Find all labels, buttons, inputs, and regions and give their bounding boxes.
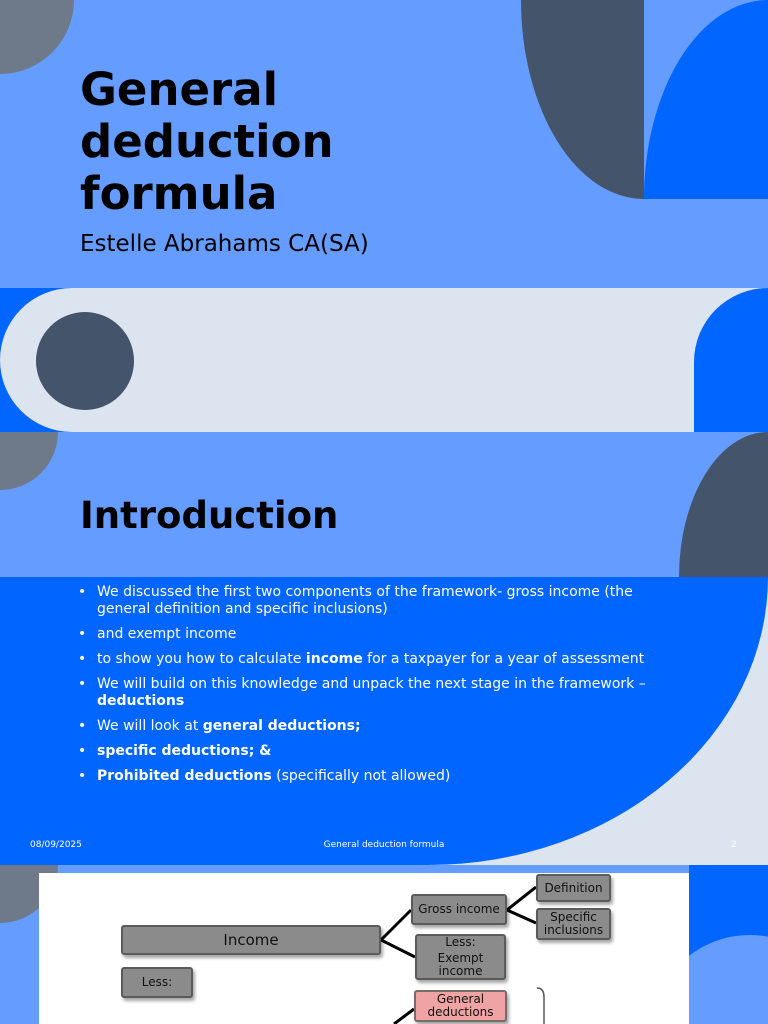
dark-leaf-shape (521, 0, 644, 199)
exempt-income-label: Exempt income (437, 951, 484, 978)
bullet-item (78, 584, 678, 618)
bullet-text: We will build on this knowledge and unpack the next stage in the framework – (97, 676, 646, 692)
bullet-bold-text: income (305, 651, 363, 667)
bullet-text: We discussed the first two components of the framework- gross income (the general definition and specific inclusions) (97, 584, 633, 617)
title-slide (0, 0, 768, 288)
dark-leaf-shape (679, 432, 768, 577)
diagram-slide (0, 865, 768, 1024)
bullet-item (78, 651, 678, 668)
bullet-text: We will look at (97, 718, 203, 734)
section-slide (0, 288, 768, 432)
gross-income-box: Gross income (411, 894, 507, 925)
general-deductions-box: General deductions (414, 990, 507, 1022)
bullet-text: (specifically not allowed) (271, 768, 451, 784)
exempt-less-label: Less: (445, 935, 476, 949)
exempt-income-box (415, 934, 506, 980)
connector-line (381, 940, 415, 957)
bullet-bold-text: deductions (97, 693, 185, 709)
bullet-list (78, 584, 678, 793)
bullet-item (78, 626, 678, 643)
blue-leaf-shape (644, 0, 768, 199)
bullet-bold-text: specific deductions; & (97, 743, 272, 759)
introduction-slide (0, 432, 768, 865)
footer-label: General deduction formula (323, 840, 445, 850)
presentation-author: Estelle Abrahams CA(SA) (80, 231, 369, 257)
bracket-line (537, 988, 544, 1024)
connector-line (507, 910, 536, 923)
bullet-item (78, 718, 678, 735)
bullet-item (78, 743, 678, 760)
framework-diagram (39, 873, 689, 1024)
corner-quarter-circle-shape (0, 0, 74, 74)
slide-title: Introduction (80, 494, 339, 537)
bullet-bold-text: Prohibited deductions (97, 768, 272, 784)
corner-quarter-circle-shape (0, 432, 58, 490)
less-box: Less: (121, 967, 193, 998)
definition-box: Definition (536, 874, 611, 902)
presentation-title: General deduction formula (80, 63, 334, 220)
bullet-text: to show you how to calculate (97, 651, 306, 667)
bullet-text: and exempt income (97, 626, 237, 642)
income-box: Income (121, 925, 381, 955)
specific-inclusions-box: Specific inclusions (536, 908, 611, 940)
connector-line (381, 910, 411, 940)
bullet-text: for a taxpayer for a year of assessment (362, 651, 645, 667)
footer-date: 08/09/2025 (30, 840, 82, 850)
connector-line (507, 887, 536, 910)
bullet-item (78, 676, 678, 710)
bullet-item (78, 768, 678, 785)
connector-line (394, 1009, 414, 1024)
circle-shape (36, 312, 134, 410)
bullet-bold-text: general deductions; (202, 718, 361, 734)
page-number: 2 (731, 840, 737, 850)
